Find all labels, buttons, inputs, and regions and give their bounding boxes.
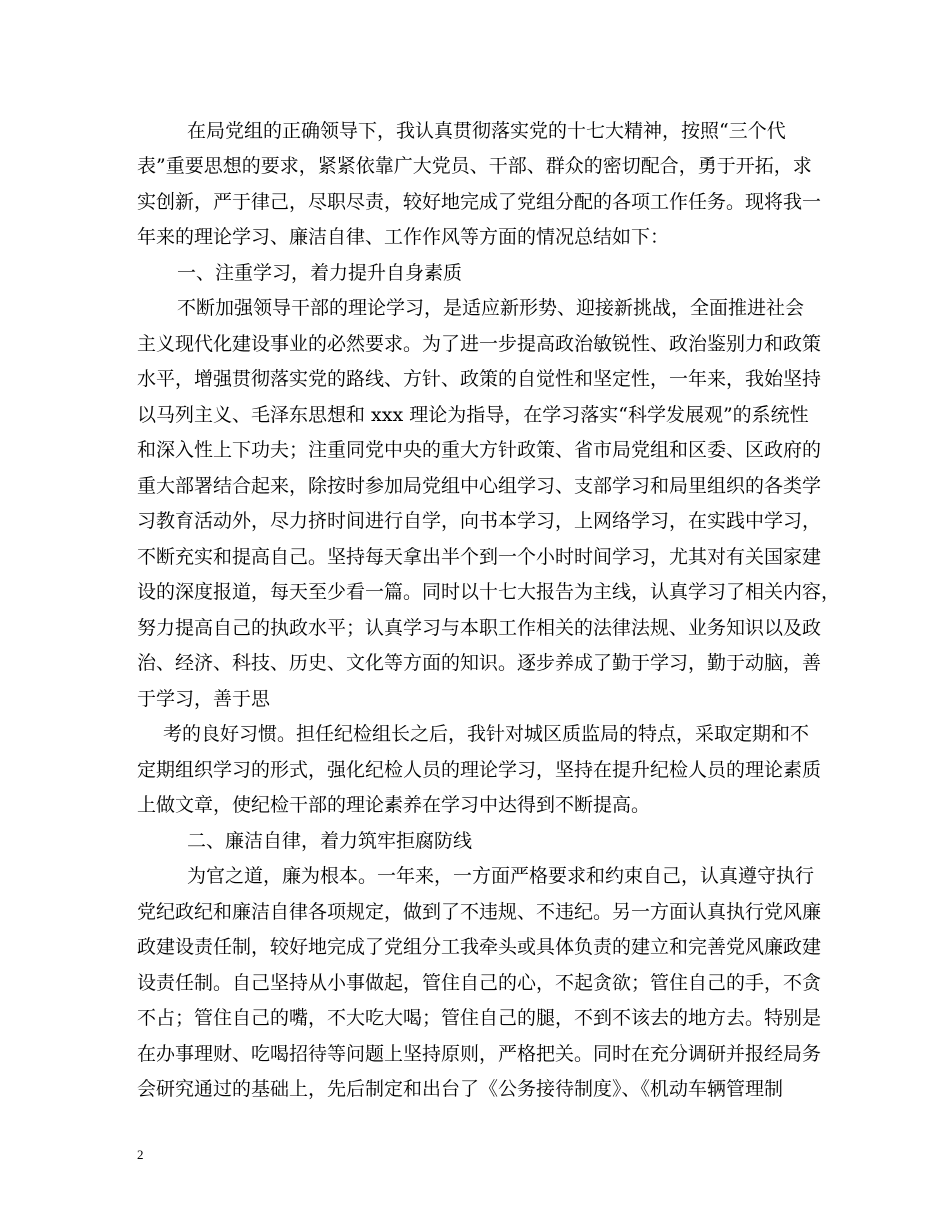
body-text-line: 党纪政纪和廉洁自律各项规定，做到了不违规、不违纪。另一方面认真执行党风廉 <box>137 901 822 923</box>
body-text-line: 主义现代化建设事业的必然要求。为了进一步提高政治敏锐性、政治鉴别力和政策 <box>137 333 822 355</box>
section-heading: 二、廉洁自律，着力筑牢拒腐防线 <box>187 830 473 852</box>
section-heading: 一、注重学习，着力提升自身素质 <box>177 262 463 284</box>
body-text-line: 不占；管住自己的嘴，不大吃大喝；管住自己的腿，不到不该去的地方去。特别是 <box>137 1007 822 1029</box>
body-text-line: 考的良好习惯。担任纪检组长之后，我针对城区质监局的特点，采取定期和不 <box>163 723 810 745</box>
body-text-line: 为官之道，廉为根本。一年来，一方面严格要求和约束自己，认真遵守执行 <box>187 865 815 887</box>
body-text-line: 设责任制。自己坚持从小事做起，管住自己的心，不起贪欲；管住自己的手，不贪 <box>137 972 822 994</box>
body-text-line: 实创新，严于律己，尽职尽责，较好地完成了党组分配的各项工作任务。现将我一 <box>137 191 822 213</box>
body-text-line: 不断充实和提高自己。坚持每天拿出半个到一个小时时间学习，尤其对有关国家建 <box>137 546 822 568</box>
body-text-line: 于学习，善于思 <box>137 688 271 710</box>
body-text-line: 政建设责任制，较好地完成了党组分工我牵头或具体负责的建立和完善党风廉政建 <box>137 936 822 958</box>
body-text-line: 上做文章，使纪检干部的理论素养在学习中达得到不断提高。 <box>137 794 651 816</box>
body-text-line: 在办事理财、吃喝招待等问题上坚持原则，严格把关。同时在充分调研并报经局务 <box>137 1043 822 1065</box>
body-text-line: 年来的理论学习、廉洁自律、工作作风等方面的情况总结如下： <box>137 226 670 248</box>
body-text-line: 重大部署结合起来，除按时参加局党组中心组学习、支部学习和局里组织的各类学 <box>137 475 822 497</box>
body-text-line: 以马列主义、毛泽东思想和 xxx 理论为指导，在学习落实“科学发展观”的系统性 <box>137 404 809 426</box>
body-text-line: 治、经济、科技、历史、文化等方面的知识。逐步养成了勤于学习，勤于动脑，善 <box>137 652 822 674</box>
body-text-line: 和深入性上下功夫；注重同党中央的重大方针政策、省市局党组和区委、区政府的 <box>137 439 822 461</box>
page-number: 2 <box>137 1147 144 1162</box>
body-text-line: 在局党组的正确领导下，我认真贯彻落实党的十七大精神，按照“三个代 <box>187 120 786 142</box>
body-text-line: 不断加强领导干部的理论学习，是适应新形势、迎接新挑战，全面推进社会 <box>177 297 805 319</box>
body-text-line: 习教育活动外，尽力挤时间进行自学，向书本学习，上网络学习，在实践中学习， <box>137 510 822 532</box>
body-text-line: 水平，增强贯彻落实党的路线、方针、政策的自觉性和坚定性，一年来，我始坚持 <box>137 368 822 390</box>
body-text-line: 努力提高自己的执政水平；认真学习与本职工作相关的法律法规、业务知识以及政 <box>137 617 822 639</box>
body-text-line: 会研究通过的基础上，先后制定和出台了《公务接待制度》、《机动车辆管理制 <box>137 1078 784 1100</box>
body-text-line: 表”重要思想的要求，紧紧依靠广大党员、干部、群众的密切配合，勇于开拓，求 <box>137 155 812 177</box>
body-text-line: 设的深度报道，每天至少看一篇。同时以十七大报告为主线，认真学习了相关内容， <box>137 581 841 603</box>
body-text-line: 定期组织学习的形式，强化纪检人员的理论学习，坚持在提升纪检人员的理论素质 <box>137 759 822 781</box>
